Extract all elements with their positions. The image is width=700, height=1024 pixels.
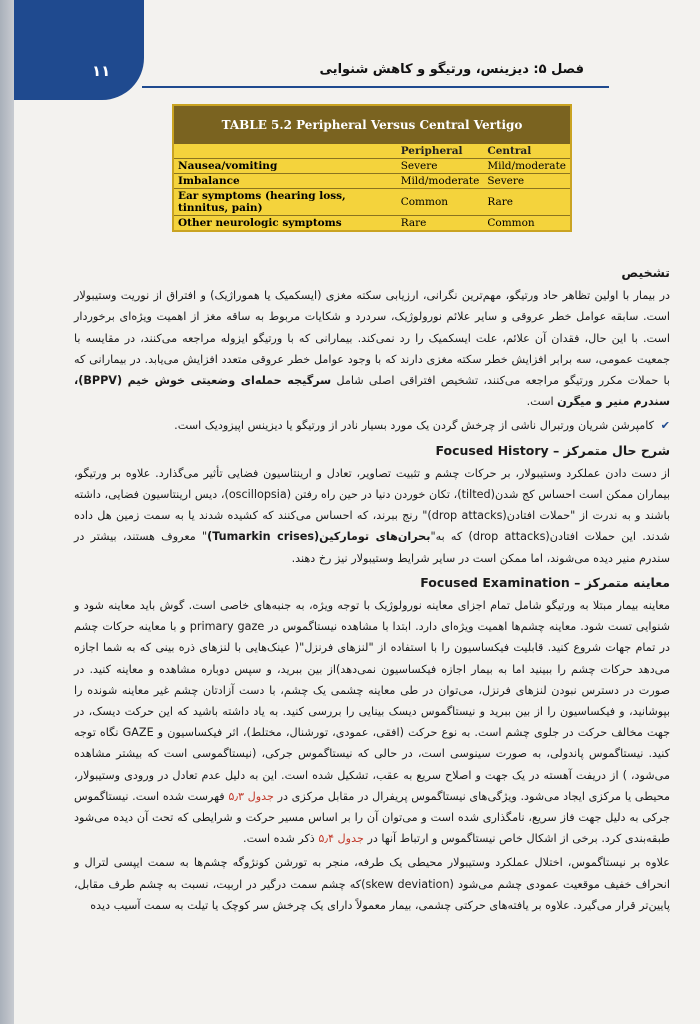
header-rule	[142, 86, 609, 88]
paragraph-history: از دست دادن عملکرد وستیبولار، بر حرکات چشم و تثبیت تصاویر، تعادل و ارینتاسیون فضایی تأثیر می‌گذارد. علاوه بر ورتیگو، بیماران ممکن است احساس کج شدن(tilted)، تکان خوردن دنیا در حین راه رفتن (oscillopsia)، دیس ارینتاسیون فضایی، داشته باشند و به ندرت از "حملات افتادن(drop attacks)" رنج ببرند، که احساس می‌کنند که کشیده شدند یا به سمت زمین هل داده شدند. این حملات افتادن(drop attacks) که به"بحران‌های تومارکین(Tumarkin crises)" معروف هستند، بیشتر در سندرم منیر دیده می‌شوند، اما ممکن است در سایر شرایط وستیبولار نیز رخ دهند.	[74, 466, 671, 565]
paragraph-exam: معاینه بیمار مبتلا به ورتیگو شامل تمام اجزای معاینه نورولوژیک با توجه ویژه، به جنبه‌های خاصی است. گوش باید معاینه شود و شنوایی تست شود. معاینه چشم‌ها اهمیت ویژه‌ای دارد. ابتدا با مشاهده نیستاگموس در primary gaze و با معاینه حرکات چشم در تمام جهات شروع کنید. قابلیت فیکساسیون را با استفاده از "لنزهای فرنزل"( عینک‌هایی با لنزهای ذره بینی که به شما اجازه می‌دهد حرکات چشم را ببینید اما به بیمار اجازه فیکساسیون نمی‌دهد)از بین ببرید، و سپس دوباره مشاهده و معاینه کنید. در صورت در دسترس نبودن لنزهای فرنزل، می‌توان در طی معاینه چشمی یک چشم، با دست آزادتان چشم غیر معاینه شونده را بپوشانید، و فیکساسیون را از بین ببرید و نیستاگموس دیسک بینایی را بررسی کنید. به یاد داشته باشید که این حرکت دیسک، در جهت مخالف حرکت در جلوی چشم است. به نوع حرکت (افقی، عمودی، تورشنال، مختلط)، اثر فیکساسیون و GAZE نگاه توجه کنید. نیستاگموس پاندولی، به صورت سینوسی است، در حالی که نیستاگموس جرکی، (نیستاگموسی است که بیشتر مشاهده می‌شود، ) از دریفت آهسته در یک جهت و اصلاح سریع به عقب، تشکیل شده است. این به دلیل عدم تعادل در ورودی وستیبولار، محیطی یا مرکزی ایجاد می‌شود. ویژگی‌های نیستاگموس پریفرال در مقابل مرکزی در جدول ۵٫۳ فهرست شده است. نیستاگموس جرکی به دلیل جهت فاز سریع، نامگذاری شده است و می‌توان آن را بر اساس مسیر حرکت و شرایطی که تحت آن دیده می‌شود طبقه‌بندی کرد. برخی از اشکال خاص نیستاگموس و ارتباط آنها در جدول ۵٫۴ ذکر شده است.	[74, 599, 671, 846]
vertigo-table	[172, 104, 572, 232]
section-title-history: شرح حال متمرکز – Focused History	[435, 442, 670, 458]
bullet-note: ✔ کامپرشن شریان ورتبرال ناشی از چرخش گردن یک مورد بسیار نادر از ورتیگو یا دیزینس اپیزودیک است.	[74, 415, 670, 436]
table-col-header	[174, 144, 397, 159]
table-row: Imbalance Mild/moderate Severe	[174, 174, 570, 189]
paragraph-exam-2: علاوه بر نیستاگموس، اختلال عملکرد وستیبولار محیطی یک طرفه، منجر به تورشن کونژوگه چشم‌ها به سمت ایپسی لترال و انحراف خفیف موقعیت عمودی چشم می‌شود (skew deviation)که چشم سمت درگیر در اربیت، نسبت به چشم طرف مقابل، پایین‌تر قرار می‌گیرد. علاوه بر یافته‌های حرکتی چشمی، بیمار معمولاً دارای یک چرخش سر کوچک یا تیلت به سمت آسیب دیده	[74, 856, 671, 912]
section-title-exam: معاینه متمرکز – Focused Examination	[420, 574, 670, 590]
table-title: TABLE 5.2 Peripheral Versus Central Vertigo	[174, 106, 570, 144]
section-title-diagnosis: تشخیص	[621, 265, 670, 280]
table-row: Nausea/vomiting Severe Mild/moderate	[174, 159, 570, 174]
page-number: ۱۱	[92, 62, 111, 80]
book-page	[14, 0, 700, 1024]
table-grid	[174, 144, 570, 230]
table-reference[interactable]: جدول ۵٫۴	[318, 832, 364, 846]
table-row: Ear symptoms (hearing loss, tinnitus, pain) Common Rare	[174, 189, 570, 216]
table-reference[interactable]: جدول ۵٫۳	[228, 789, 274, 803]
table-row: Other neurologic symptoms Rare Common	[174, 216, 570, 231]
header-tab	[14, 0, 144, 100]
table-col-header: Central	[487, 145, 532, 157]
body-text	[74, 260, 670, 919]
paragraph-diagnosis: در بیمار با اولین تظاهر حاد ورتیگو، مهم‌ترین نگرانی، ارزیابی سکته مغزی (ایسکمیک یا هموراژیک) و افتراق از نوریت وستیبولار است. سابقه عوامل خطر عروقی و سایر علائم نورولوژیک، سردرد و شکایات مربوط به ساقه مغز از اهمیت ویژه‌ای برخوردار است. با این حال، فقدان آن علائم، علت ایسکمیک را رد نمی‌کند. بیمارانی که با ورتیگو ایزوله مراجعه می‌کنند، در مقایسه با جمعیت عمومی، سه برابر افزایش خطر سکته مغزی دارند که با وجود عوامل خطر عروقی متعدد افزایش می‌یابد. در بیمارانی که با حملات مکرر ورتیگو مراجعه می‌کنند، تشخیص افتراقی اصلی شامل سرگیجه حمله‌ای وضعیتی خوش خیم (BPPV)، سندرم منیر و میگرن است.	[74, 289, 670, 409]
table-col-header: Peripheral	[400, 145, 463, 157]
chapter-title: فصل ۵: دیزینس، ورتیگو و کاهش شنوایی	[319, 62, 584, 77]
